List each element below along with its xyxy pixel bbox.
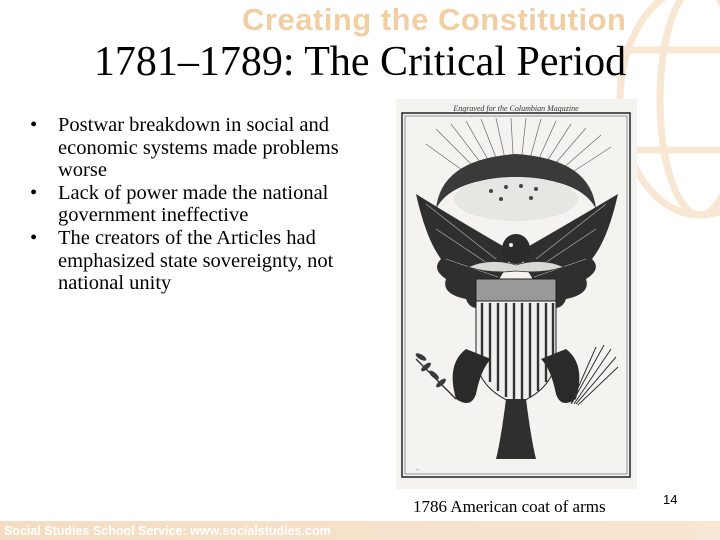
page-number: 14 [663, 492, 678, 507]
bullet-item: • Postwar breakdown in social and economic systems made problems worse [30, 114, 339, 182]
bullet-glyph: • [30, 114, 38, 136]
figure-caption: 1786 American coat of arms [413, 497, 606, 516]
svg-text:~: ~ [416, 468, 420, 474]
engraving-heading: Engraved for the Columbian Magazine [453, 104, 579, 113]
bullet-item: • Lack of power made the national government ineffective [30, 181, 329, 227]
slide-title: 1781–1789: The Critical Period [93, 39, 627, 85]
bullet-list [24, 114, 344, 295]
footer-text: Social Studies School Service: www.socialstudies.com [4, 524, 331, 538]
section-watermark-title: Creating the Constitution [242, 2, 627, 37]
coat-of-arms-engraving [396, 99, 637, 489]
bullet-item: • The creators of the Articles had emphasized state sovereignty, not national unity [30, 226, 334, 295]
bullet-glyph: • [30, 226, 38, 249]
bullet-glyph: • [30, 181, 38, 204]
